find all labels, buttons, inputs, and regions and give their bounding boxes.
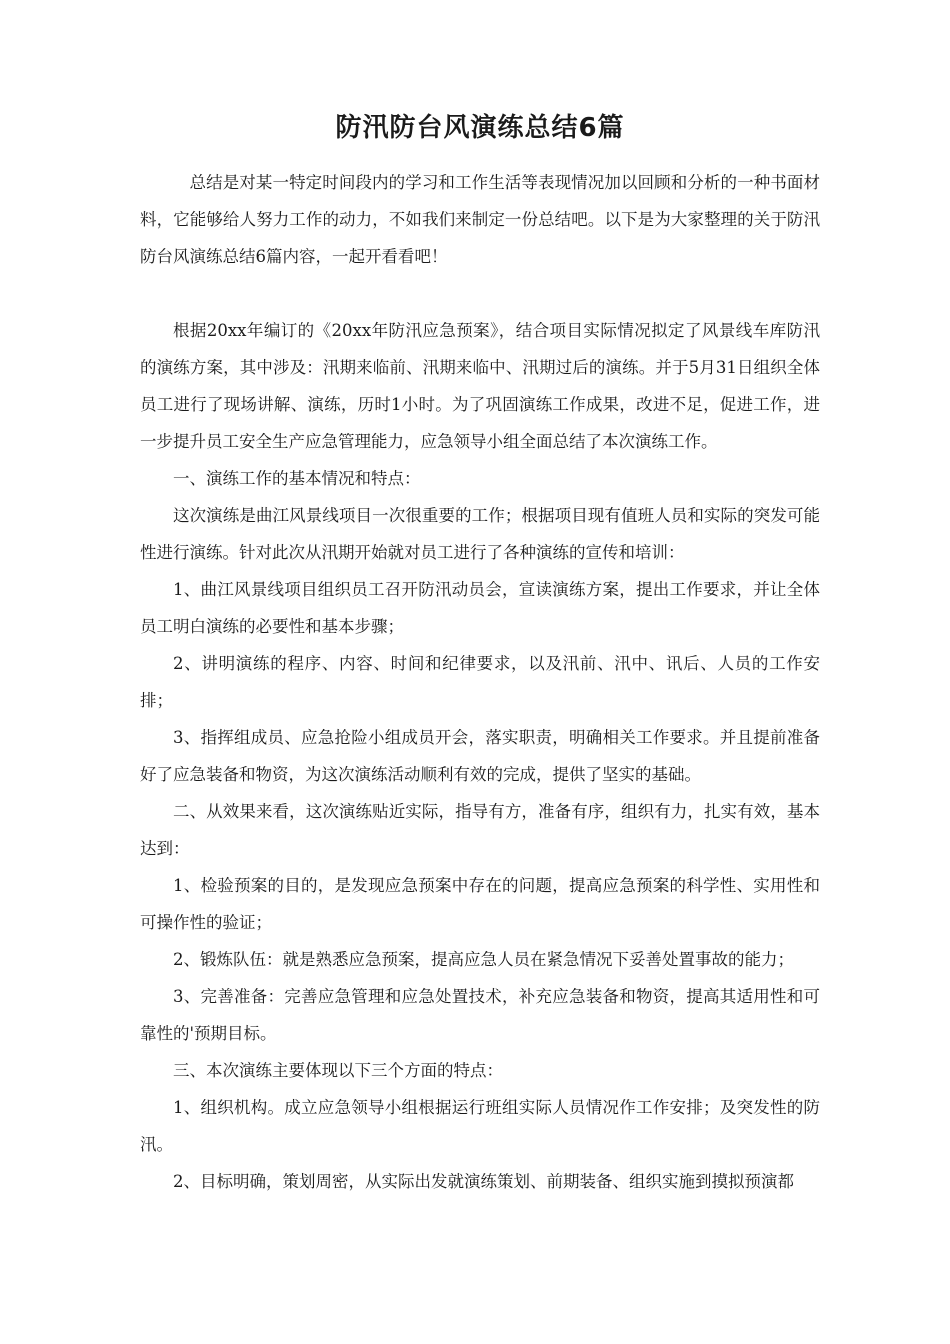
section-heading: 三、本次演练主要体现以下三个方面的特点：: [173, 1061, 503, 1080]
list-item: 1、检验预案的目的，是发现应急预案中存在的问题，提高应急预案的科学性、实用性和可操作性的验证；: [140, 876, 820, 932]
list-item: 3、完善准备：完善应急管理和应急处置技术，补充应急装备和物资，提高其适用性和可靠性的'预期目标。: [140, 987, 820, 1043]
body-paragraph: 根据20xx年编订的《20xx年防汛应急预案》，结合项目实际情况拟定了风景线车库防汛的演练方案，其中涉及：汛期来临前、汛期来临中、汛期过后的演练。并于5月31日组织全体员工进行了现场讲解、演练，历时1小时。为了巩固演练工作成果，改进不足，促进工作，进一步提升员工安全生产应急管理能力，应急领导小组全面总结了本次演练工作。: [140, 321, 820, 451]
body-paragraph: 这次演练是曲江风景线项目一次很重要的工作；根据项目现有值班人员和实际的突发可能性进行演练。针对此次从汛期开始就对员工进行了各种演练的宣传和培训：: [140, 506, 820, 562]
list-item: 2、锻炼队伍：就是熟悉应急预案，提高应急人员在紧急情况下妥善处置事故的能力；: [173, 950, 794, 969]
section-heading: 一、演练工作的基本情况和特点：: [173, 469, 421, 488]
document-page: [140, 108, 820, 1200]
list-item: 3、指挥组成员、应急抢险小组成员开会，落实职责，明确相关工作要求。并且提前准备好了应急装备和物资，为这次演练活动顺利有效的完成，提供了坚实的基础。: [140, 728, 820, 784]
intro-paragraph: 总结是对某一特定时间段内的学习和工作生活等表现情况加以回顾和分析的一种书面材料，它能够给人努力工作的动力，不如我们来制定一份总结吧。以下是为大家整理的关于防汛防台风演练总结6篇内容，一起开看看吧！: [140, 173, 820, 266]
list-item: 1、组织机构。成立应急领导小组根据运行班组实际人员情况作工作安排；及突发性的防汛。: [140, 1098, 820, 1154]
list-item: 1、曲江风景线项目组织员工召开防汛动员会，宣读演练方案，提出工作要求，并让全体员工明白演练的必要性和基本步骤；: [140, 580, 820, 636]
list-item: 2、目标明确，策划周密，从实际出发就演练策划、前期装备、组织实施到摸拟预演都: [173, 1172, 794, 1191]
document-title: 防汛防台风演练总结6篇: [335, 113, 625, 143]
list-item: 2、讲明演练的程序、内容、时间和纪律要求，以及汛前、汛中、讯后、人员的工作安排；: [140, 654, 820, 710]
section-heading: 二、从效果来看，这次演练贴近实际，指导有方，准备有序，组织有力，扎实有效，基本达到：: [140, 802, 820, 858]
paragraph-gap: [140, 275, 820, 312]
